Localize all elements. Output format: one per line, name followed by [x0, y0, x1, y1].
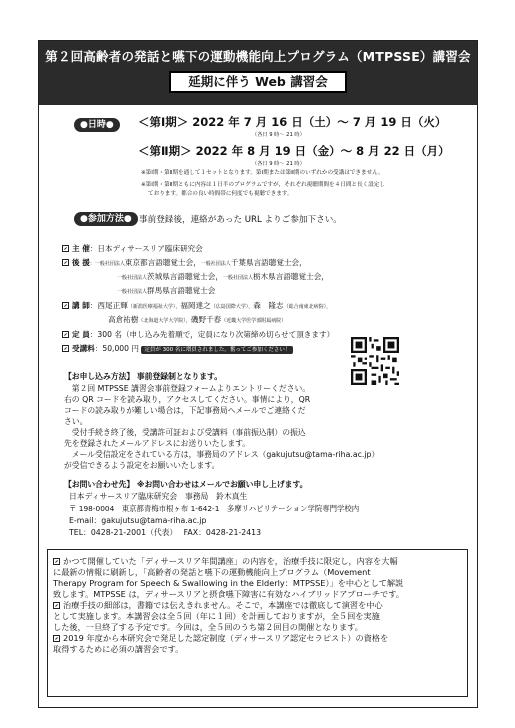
checkbox-icon — [62, 302, 69, 309]
registration-line-8: が受信できるよう設定をお願いいたします。 — [64, 461, 220, 470]
description-line-4: 致します。MTPSSE は，ディサースリアと摂食嚥下障害に有効なハイブリッドアプローチです。 — [53, 589, 404, 599]
registration-line-6: 先を登録されたメールアドレスにお送りいたします。 — [64, 439, 251, 448]
participation-text: 事前登録後，連絡があった URL よりご参加下さい。 — [139, 215, 342, 225]
description-line-8: 2019 年度から本研究会で発足した認定制度（ディサースリア認定セラピスト）の資格を — [53, 633, 388, 644]
registration-qr-code[interactable] — [351, 337, 399, 385]
description-line-7: した後，一旦終了する予定です。今回は，全５回のうち第２回目の開催となります。 — [53, 622, 363, 632]
contact-line-2: 〒 198-0004 東京都青梅市根ヶ布 1-642-1 多摩リハビリテーション学院専門学校内 — [69, 504, 360, 513]
support-row-2: 一般社団法人茨城県言語聴覚士会，一般社団法人栃木県言語聴覚士会， — [117, 272, 329, 281]
contact-email[interactable]: E-mail：gakujutsu@tama-riha.ac.jp — [69, 516, 207, 525]
page-title: 第２回高齢者の発話と嚥下の運動機能向上プログラム（MTPSSE）講習会 — [45, 49, 471, 64]
schedule-period-1: ＜第Ⅰ期＞ 2022 年 7 月 16 日（土）～ 7 月 19 日（火） — [138, 115, 447, 129]
schedule-note-1: ※第Ⅰ期・第Ⅱ期を通して１セットとなります。第Ⅰ期または第Ⅱ期のいずれかの受講はできません。 — [141, 170, 384, 176]
registration-heading: 【お申し込み方法】 事前登録制となります。 — [64, 372, 223, 381]
contact-heading: 【お問い合わせ先】 ※お問い合わせはメールでお願い申し上げます。 — [64, 480, 308, 489]
schedule-label: ●日時● — [74, 118, 120, 132]
checkbox-icon — [62, 259, 69, 266]
fee-row: 受講料：50,000 円 定員が 300 名に増員されました。奮ってご参加ください！ — [62, 343, 293, 354]
organizer-row: 主 催：日本ディサースリア臨床研究会 — [62, 243, 203, 254]
page-subtitle: 延期に伴う Web 講習会 — [169, 71, 347, 93]
description-line-9: 取得するために必須の講習会です。 — [53, 644, 184, 654]
contact-line-1: 日本ディサースリア臨床研究会 事務局 鈴木真生 — [69, 492, 248, 501]
schedule-note-2b: ております。都合の良い時間帯に何度でも視聴できます。 — [148, 191, 293, 197]
contact-phone: TEL：0428-21-2001（代表） FAX：0428-21-2413 — [69, 528, 262, 537]
description-line-2: に最新の情報に刷新し，「高齢者の発話と嚥下の運動機能向上プログラム（Movement — [53, 567, 371, 577]
description-line-5: 治療手技の細部は，書籍では伝えきれません。そこで，本講座では徹底して演習を中心 — [53, 600, 383, 611]
registration-line-4: さい。 — [64, 417, 88, 426]
registration-line-3: コードの読み取りが難しい場合は，下記事務局へメールでご連絡くだ — [64, 406, 306, 415]
support-row-1: 後 援：一般社団法人東京都言語聴覚士会，一般社団法人千葉県言語聴覚士会， — [62, 257, 307, 268]
checkbox-icon — [62, 331, 69, 338]
registration-line-2: 右の QR コードを読み取り，アクセスしてください。事情により，QR — [64, 395, 311, 404]
description-line-1: かつて開催していた「ディサースリア年間講座」の内容を，治療手技に限定し，内容を大幅 — [53, 556, 398, 567]
lecturer-row-2: 高倉祐樹（北海道大学大学院），磯野千春（近畿大学医学部附属病院） — [108, 315, 287, 324]
checkbox-icon — [53, 602, 60, 609]
description-line-6: として実施します。本講習会は全５回（年に１回）を計画しておりますが，全５回を実施 — [53, 611, 380, 621]
schedule-period-1-hours: （各日 9 時～ 21 時） — [252, 132, 305, 138]
registration-line-5: 受付手続き終了後，受講許可証および受講料（事前振込制）の振込 — [64, 428, 306, 437]
schedule-note-2a: ※第Ⅰ期・第Ⅱ期ともに内容は１日半のプログラムですが，それぞれ視聴期間を４日間と長く設定し — [141, 182, 385, 188]
lecturer-row-1: 講 師：西尾正輝（新潟医療福祉大学），福岡達之（広島国際大学），森 隆志（総合南東北病院）， — [62, 300, 331, 311]
checkbox-icon — [62, 245, 69, 252]
program-description-box — [47, 549, 468, 697]
support-row-3: 一般社団法人群馬県言語聴覚士会 — [117, 286, 216, 295]
header-banner — [39, 41, 477, 105]
schedule-period-2-hours: （各日 9 時～ 21 時） — [252, 161, 305, 167]
checkbox-icon — [53, 558, 60, 565]
checkbox-icon — [62, 345, 69, 352]
capacity-row: 定 員：300 名（申し込み先着順で，定員になり次第締め切らせて頂きます） — [62, 329, 334, 340]
participation-label: ●参加方法● — [74, 212, 138, 226]
registration-line-1: 第２回 MTPSSE 講習会事前登録フォームよりエントリーください。 — [64, 384, 311, 393]
capacity-increase-badge: 定員が 300 名に増員されました。奮ってご参加ください！ — [141, 346, 293, 354]
checkbox-icon — [53, 635, 60, 642]
registration-line-7: メール受信設定をされている方は，事務局のアドレス（gakujutsu@tama-riha.ac.jp） — [64, 450, 380, 459]
description-line-3: Therapy Program for Speech & Swallowing in the Elderly：MTPSSE）」を中心として解説 — [53, 578, 404, 588]
schedule-period-2: ＜第Ⅱ期＞ 2022 年 8 月 19 日（金）～ 8 月 22 日（月） — [138, 144, 450, 158]
